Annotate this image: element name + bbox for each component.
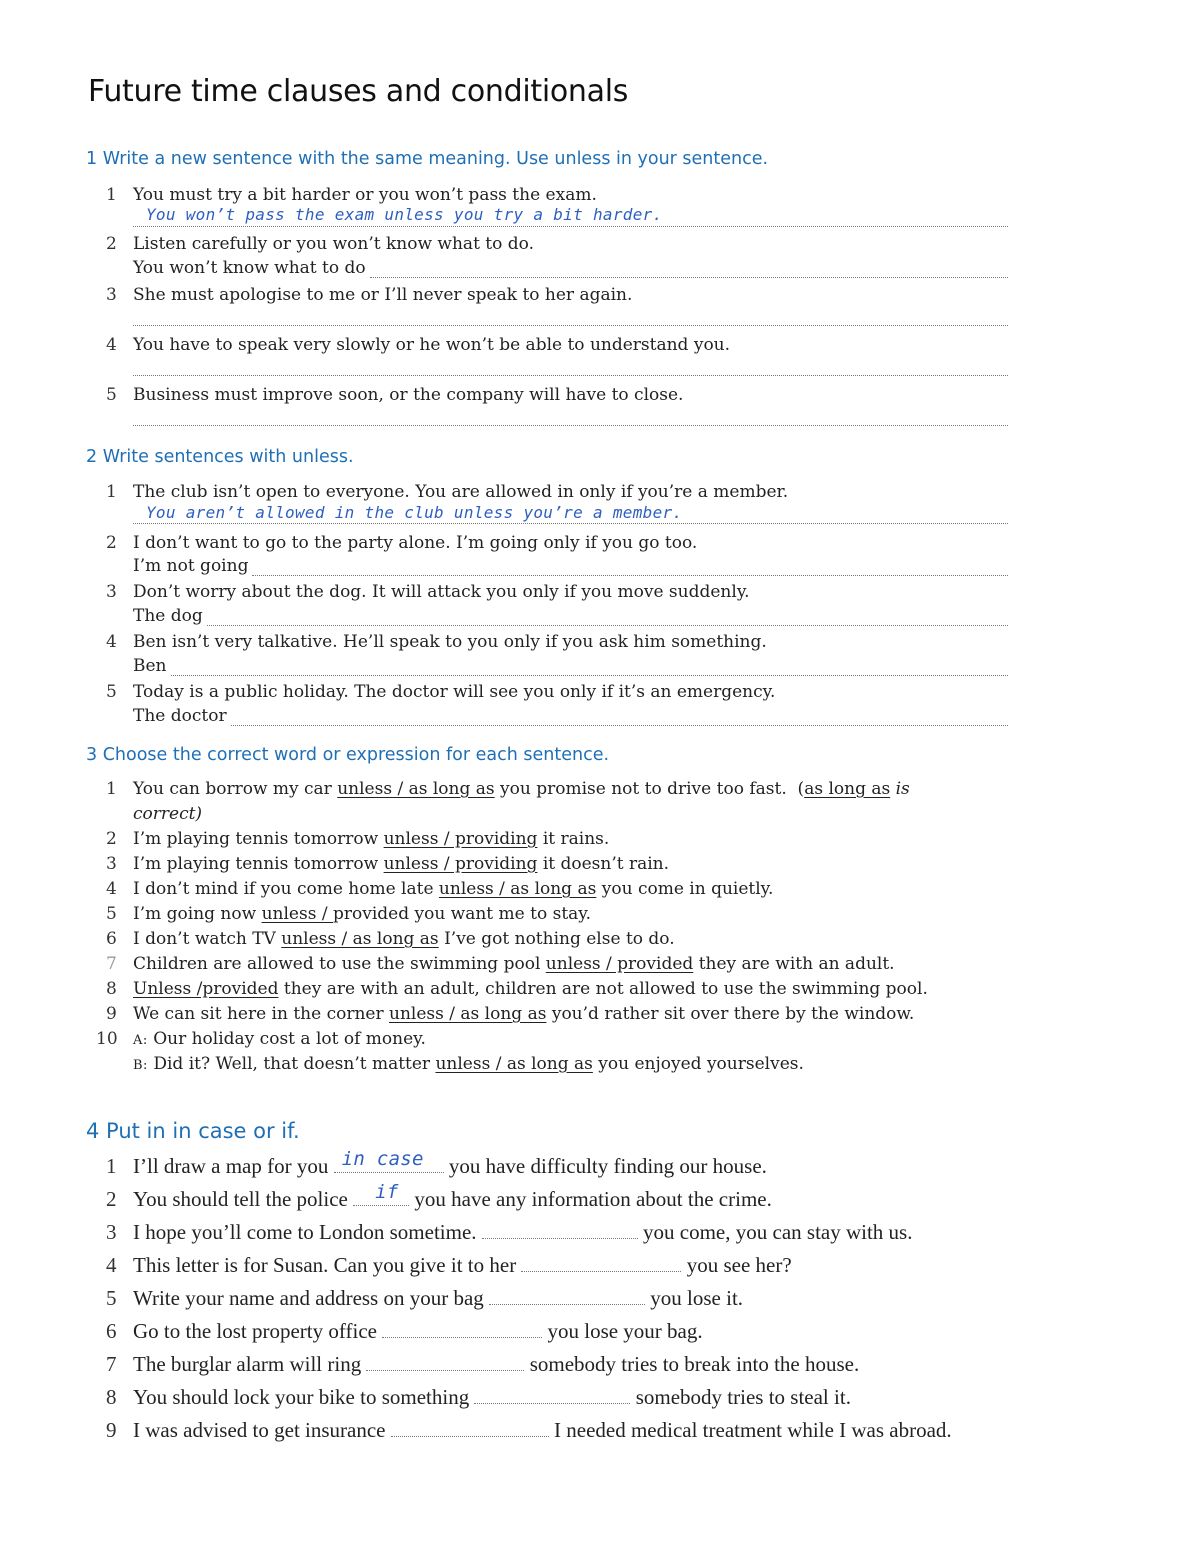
s2-item-1-answer: You aren’t allowed in the club unless you’re a member. xyxy=(146,503,683,522)
handwritten-answer: if xyxy=(375,1181,399,1204)
answer-blank[interactable] xyxy=(353,1181,409,1206)
item-text: you promise not to drive too fast. xyxy=(494,779,787,799)
s4-item-4 xyxy=(106,1253,1008,1278)
item-number: 8 xyxy=(106,979,117,999)
answer-note: ( xyxy=(786,779,805,799)
item-text: This letter is for Susan. Can you give it to her xyxy=(133,1253,517,1277)
item-text: Don’t worry about the dog. It will attack you only if you move suddenly. xyxy=(133,582,750,602)
item-text: you have any information about the crime. xyxy=(414,1187,772,1211)
section-3-heading: 3 Choose the correct word or expression for each sentence. xyxy=(86,745,610,765)
item-text: You can borrow my car xyxy=(133,779,338,799)
choice-options[interactable]: unless / as long as xyxy=(438,879,597,899)
speaker-label: B: xyxy=(133,1058,148,1073)
s3-item-7 xyxy=(106,954,1008,974)
choice-options[interactable]: unless / as long as xyxy=(435,1054,593,1074)
item-text: they are with an adult, children are not allowed to use the swimming pool. xyxy=(278,979,928,999)
item-number: 4 xyxy=(106,1253,117,1277)
item-number: 9 xyxy=(106,1418,117,1442)
handwritten-answer: in case xyxy=(341,1148,424,1171)
item-text: The burglar alarm will ring xyxy=(133,1352,362,1376)
s1-item-3-answer-line[interactable] xyxy=(133,305,1008,326)
item-number: 4 xyxy=(106,632,117,652)
answer-blank[interactable] xyxy=(231,709,1008,726)
s1-item-5-answer-line[interactable] xyxy=(133,405,1008,426)
item-number: 1 xyxy=(106,779,117,799)
answer-blank[interactable] xyxy=(489,1288,645,1305)
item-number: 5 xyxy=(106,1286,117,1310)
item-text: Ben isn’t very talkative. He’ll speak to you only if you ask him something. xyxy=(133,632,767,652)
item-number: 9 xyxy=(106,1004,117,1024)
s2-item-2 xyxy=(106,533,1008,553)
s4-item-9 xyxy=(106,1418,1008,1443)
s2-item-4-answer-row xyxy=(106,656,1008,676)
item-number: 3 xyxy=(106,854,117,874)
s1-item-1-answer: You won’t pass the exam unless you try a bit harder. xyxy=(146,205,663,224)
s1-item-3 xyxy=(106,285,1008,305)
choice-options[interactable]: Unless /provided xyxy=(133,979,279,999)
answer-lead: You won’t know what to do xyxy=(133,258,366,278)
s3-item-9 xyxy=(106,1004,1008,1024)
item-number: 5 xyxy=(106,904,117,924)
answer-blank[interactable] xyxy=(382,1321,542,1338)
s2-item-3 xyxy=(106,582,1008,602)
item-text: She must apologise to me or I’ll never speak to her again. xyxy=(133,285,633,305)
speaker-label: A: xyxy=(133,1033,148,1048)
s3-item-1 xyxy=(106,779,980,799)
choice-options[interactable]: unless / as long as xyxy=(337,779,495,799)
s3-item-8 xyxy=(106,979,1020,999)
s3-item-5 xyxy=(106,904,1008,924)
item-text: provided you want me to stay. xyxy=(332,904,592,924)
item-number: 5 xyxy=(106,682,117,702)
answer-blank[interactable] xyxy=(370,261,1008,278)
s3-item-1-cont xyxy=(106,804,1008,824)
s3-item-3 xyxy=(106,854,1008,874)
s2-item-5 xyxy=(106,682,1008,702)
item-text: Today is a public holiday. The doctor will see you only if it’s an emergency. xyxy=(133,682,776,702)
item-text: I don’t watch TV xyxy=(133,929,282,949)
choice-options[interactable]: unless / as long as xyxy=(389,1004,547,1024)
s1-item-2 xyxy=(106,234,1008,254)
choice-options[interactable]: unless / providing xyxy=(383,829,538,849)
answer-note: correct) xyxy=(133,804,203,824)
item-text: I don’t mind if you come home late xyxy=(133,879,439,899)
item-text: you lose it. xyxy=(650,1286,744,1310)
item-text: We can sit here in the corner xyxy=(133,1004,390,1024)
item-number: 6 xyxy=(106,929,117,949)
item-text: Our holiday cost a lot of money. xyxy=(153,1029,426,1049)
answer-blank[interactable] xyxy=(207,609,1008,626)
answer-lead: I’m not going xyxy=(133,556,249,576)
item-number: 1 xyxy=(106,482,117,502)
answer-lead: The doctor xyxy=(133,706,227,726)
item-text: you’d rather sit over there by the window. xyxy=(546,1004,915,1024)
item-text: You should lock your bike to something xyxy=(133,1385,470,1409)
answer-blank[interactable] xyxy=(391,1420,549,1437)
item-text: I’ll draw a map for you xyxy=(133,1154,329,1178)
item-text: I hope you’ll come to London sometime. xyxy=(133,1220,477,1244)
item-number: 7 xyxy=(106,1352,117,1376)
answer-note: is xyxy=(890,779,910,799)
s2-item-1 xyxy=(106,482,1008,502)
item-text: somebody tries to break into the house. xyxy=(529,1352,860,1376)
s3-item-10b xyxy=(96,1054,1008,1074)
item-text: Write your name and address on your bag xyxy=(133,1286,484,1310)
item-text: I was advised to get insurance xyxy=(133,1418,386,1442)
s3-item-6 xyxy=(106,929,1008,949)
s4-item-3 xyxy=(106,1220,1008,1245)
s1-item-5 xyxy=(106,385,1008,405)
item-text: I don’t want to go to the party alone. I’m going only if you go too. xyxy=(133,533,698,553)
s4-item-2 xyxy=(106,1181,1008,1212)
section-2-heading: 2 Write sentences with unless. xyxy=(86,447,354,467)
item-text: The club isn’t open to everyone. You are allowed in only if you’re a member. xyxy=(133,482,789,502)
item-text: you see her? xyxy=(686,1253,792,1277)
s3-item-4 xyxy=(106,879,1008,899)
item-text: it doesn’t rain. xyxy=(537,854,670,874)
choice-options[interactable]: unless / as long as xyxy=(281,929,439,949)
answer-lead: Ben xyxy=(133,656,167,676)
item-text: you enjoyed yourselves. xyxy=(592,1054,804,1074)
answer-blank[interactable] xyxy=(334,1148,444,1173)
answer-blank[interactable] xyxy=(482,1222,638,1239)
item-text: Business must improve soon, or the company will have to close. xyxy=(133,385,684,405)
item-text: Go to the lost property office xyxy=(133,1319,377,1343)
item-text: Children are allowed to use the swimming pool xyxy=(133,954,546,974)
choice-options[interactable]: unless / provided xyxy=(545,954,694,974)
s1-item-4 xyxy=(106,335,1008,355)
item-number: 3 xyxy=(106,285,117,305)
item-text: You have to speak very slowly or he won’t be able to understand you. xyxy=(133,335,731,355)
s2-item-5-answer-row xyxy=(106,706,1008,726)
s4-item-6 xyxy=(106,1319,1008,1344)
section-1-heading: 1 Write a new sentence with the same meaning. Use unless in your sentence. xyxy=(86,149,769,169)
item-number: 8 xyxy=(106,1385,117,1409)
item-text: You must try a bit harder or you won’t pass the exam. xyxy=(133,185,597,205)
s2-item-2-answer-row xyxy=(106,556,1008,576)
item-text: I’m going now xyxy=(133,904,262,924)
item-number: 2 xyxy=(106,1187,117,1211)
answer-blank[interactable] xyxy=(474,1387,630,1404)
item-number: 2 xyxy=(106,829,117,849)
page-title: Future time clauses and conditionals xyxy=(88,74,629,109)
item-text: you come, you can stay with us. xyxy=(643,1220,913,1244)
s2-item-4 xyxy=(106,632,1008,652)
item-number: 2 xyxy=(106,234,117,254)
item-text: I needed medical treatment while I was abroad. xyxy=(554,1418,952,1442)
item-text: it rains. xyxy=(537,829,610,849)
item-text: You should tell the police xyxy=(133,1187,348,1211)
s4-item-1 xyxy=(106,1148,1008,1179)
s4-item-5 xyxy=(106,1286,1008,1311)
section-4-heading: 4 Put in in case or if. xyxy=(86,1119,300,1143)
item-text: you lose your bag. xyxy=(547,1319,703,1343)
answer-blank[interactable] xyxy=(171,659,1008,676)
item-text: Listen carefully or you won’t know what to do. xyxy=(133,234,534,254)
item-number: 1 xyxy=(106,1154,117,1178)
item-text: I’m playing tennis tomorrow xyxy=(133,854,384,874)
item-number: 3 xyxy=(106,582,117,602)
s4-item-8 xyxy=(106,1385,1008,1410)
item-text: you have difficulty finding our house. xyxy=(448,1154,767,1178)
s3-item-2 xyxy=(106,829,1008,849)
item-number: 5 xyxy=(106,385,117,405)
answer-lead: The dog xyxy=(133,606,203,626)
answer-note-choice: as long as xyxy=(804,779,891,799)
item-text: I’m playing tennis tomorrow xyxy=(133,829,384,849)
item-text: I’ve got nothing else to do. xyxy=(438,929,675,949)
s1-item-2-answer-row xyxy=(106,258,1008,278)
answer-blank[interactable] xyxy=(366,1354,524,1371)
s1-item-4-answer-line[interactable] xyxy=(133,355,1008,376)
item-number: 4 xyxy=(106,879,117,899)
item-number: 7 xyxy=(106,954,117,974)
item-text: somebody tries to steal it. xyxy=(635,1385,851,1409)
s3-item-10a xyxy=(96,1029,1008,1049)
s2-item-3-answer-row xyxy=(106,606,1008,626)
answer-blank[interactable] xyxy=(252,559,1008,576)
answer-blank[interactable] xyxy=(521,1255,681,1272)
item-number: 3 xyxy=(106,1220,117,1244)
item-number: 6 xyxy=(106,1319,117,1343)
item-text: Did it? Well, that doesn’t matter xyxy=(153,1054,436,1074)
item-text: they are with an adult. xyxy=(693,954,895,974)
s4-item-7 xyxy=(106,1352,1008,1377)
item-number: 1 xyxy=(106,185,117,205)
s1-item-1 xyxy=(106,185,1008,205)
item-number: 2 xyxy=(106,533,117,553)
item-number: 4 xyxy=(106,335,117,355)
choice-options[interactable]: unless / providing xyxy=(383,854,538,874)
choice-options[interactable]: unless / xyxy=(261,904,333,924)
item-text: you come in quietly. xyxy=(596,879,774,899)
item-number: 10 xyxy=(96,1029,118,1049)
